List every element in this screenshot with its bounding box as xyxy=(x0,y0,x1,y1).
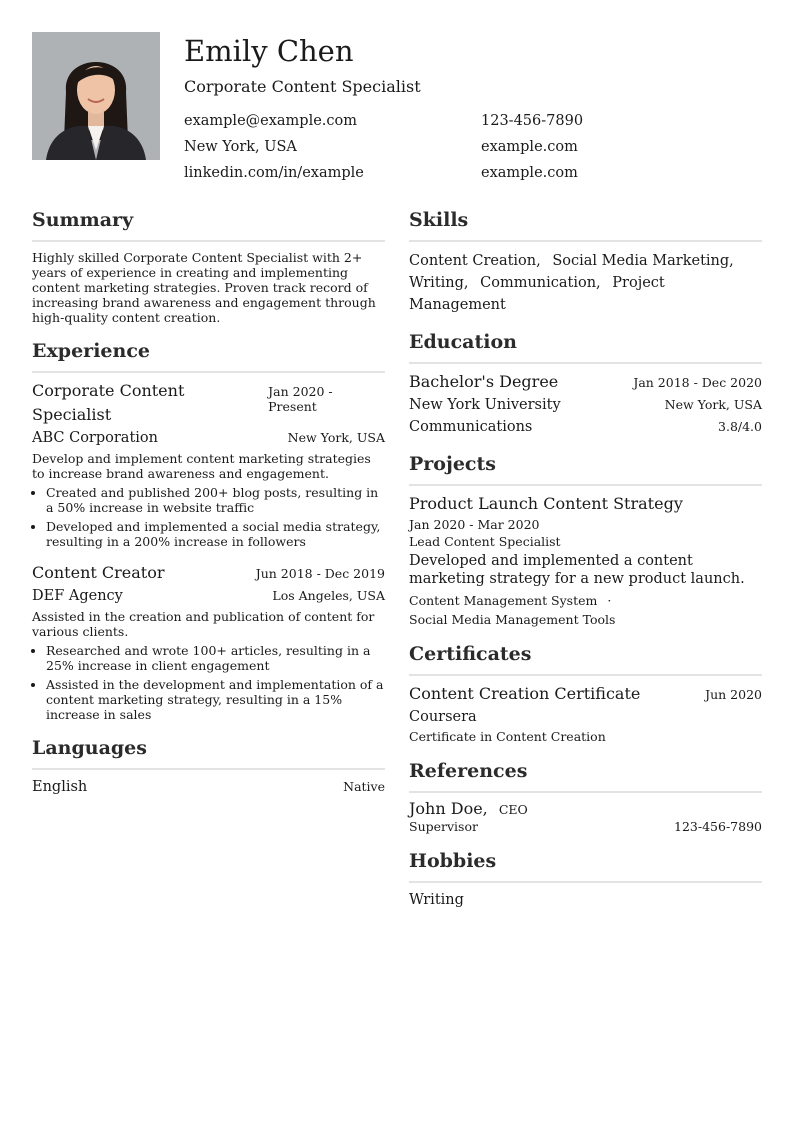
section-title: Certificates xyxy=(409,640,762,676)
company-name: ABC Corporation xyxy=(32,430,158,446)
gpa-score: 3.8/4.0 xyxy=(718,419,762,434)
section-title: Summary xyxy=(32,206,385,242)
job-description: Assisted in the creation and publication of content for various clients. xyxy=(32,609,375,639)
certificate-issuer: Coursera xyxy=(409,709,477,725)
language-item xyxy=(32,776,385,798)
section-title: Languages xyxy=(32,734,385,770)
certificate-description: Certificate in Content Creation xyxy=(409,729,606,744)
section-title: Experience xyxy=(32,337,385,373)
job-dates: Jan 2020 - Present xyxy=(268,384,333,414)
project-tools xyxy=(409,592,762,609)
reference-position: CEO xyxy=(498,802,528,817)
candidate-name: Emily Chen xyxy=(184,34,354,68)
skill-item: Social Media Marketing, xyxy=(552,253,734,269)
experience-item xyxy=(32,561,385,722)
project-name: Product Launch Content Strategy xyxy=(409,494,683,513)
degree-name: Bachelor's Degree xyxy=(409,372,559,391)
right-column xyxy=(409,206,762,923)
tool-item: Social Media Management Tools xyxy=(409,612,616,627)
tool-item: Content Management System xyxy=(409,593,598,608)
company-name: DEF Agency xyxy=(32,588,123,604)
left-column xyxy=(32,206,385,810)
tool-separator: · xyxy=(607,593,612,608)
certificate-name: Content Creation Certificate xyxy=(409,684,641,703)
website-link[interactable]: example.com xyxy=(481,139,578,155)
section-title: References xyxy=(409,757,762,793)
language-level: Native xyxy=(343,779,385,794)
job-location: New York, USA xyxy=(287,430,385,445)
skill-item: Project Management xyxy=(409,275,665,313)
school-name: New York University xyxy=(409,397,561,413)
certificate-date: Jun 2020 xyxy=(705,687,762,702)
certificates-section xyxy=(409,640,762,745)
reference-item xyxy=(409,799,762,835)
summary-section xyxy=(32,206,385,325)
hobby-item: Writing xyxy=(409,892,464,908)
field-of-study: Communications xyxy=(409,419,533,435)
location-text: New York, USA xyxy=(184,139,297,155)
school-location: New York, USA xyxy=(664,397,762,412)
project-dates: Jan 2020 - Mar 2020 xyxy=(409,517,540,532)
language-name: English xyxy=(32,779,88,795)
references-section xyxy=(409,757,762,835)
achievement-list xyxy=(32,485,385,549)
skills-list xyxy=(409,250,762,316)
section-title: Skills xyxy=(409,206,762,242)
project-description: Developed and implemented a content marketing strategy for a new product launch. xyxy=(409,553,745,587)
skills-section xyxy=(409,206,762,316)
contact-grid xyxy=(184,110,762,184)
skill-item: Communication, xyxy=(480,275,601,291)
experience-section xyxy=(32,337,385,722)
languages-section xyxy=(32,734,385,798)
summary-text: Highly skilled Corporate Content Specialist with 2+ years of experience in creating and implementing content marketing strategies. Proven track record of increasing brand awareness and engagement through high-quality content creation. xyxy=(32,250,376,325)
project-item xyxy=(409,492,762,628)
hobbies-section xyxy=(409,847,762,911)
reference-phone: 123-456-7890 xyxy=(674,819,762,834)
website-link-2[interactable]: example.com xyxy=(481,165,578,181)
achievement-item: • Assisted in the development and implementation of a content marketing strategy, resulting in a 15% increase in sales xyxy=(46,677,385,722)
candidate-headline: Corporate Content Specialist xyxy=(184,77,421,96)
job-description: Develop and implement content marketing strategies to increase brand awareness and engagement. xyxy=(32,451,371,481)
section-title: Education xyxy=(409,328,762,364)
education-dates: Jan 2018 - Dec 2020 xyxy=(633,375,762,390)
certificate-item xyxy=(409,682,762,745)
education-section xyxy=(409,328,762,438)
achievement-item: • Created and published 200+ blog posts, resulting in a 50% increase in website traffic xyxy=(46,485,385,515)
reference-relation: Supervisor xyxy=(409,819,478,834)
skill-item: Writing, xyxy=(409,275,469,291)
job-title: Corporate Content Specialist xyxy=(32,381,185,424)
section-title: Hobbies xyxy=(409,847,762,883)
resume-header xyxy=(184,32,762,184)
reference-name: John Doe, xyxy=(409,799,488,818)
projects-section xyxy=(409,450,762,628)
job-dates: Jun 2018 - Dec 2019 xyxy=(255,566,385,581)
phone-text: 123-456-7890 xyxy=(481,113,584,129)
experience-item xyxy=(32,379,385,549)
email-link[interactable]: example@example.com xyxy=(184,113,358,129)
achievement-list xyxy=(32,643,385,722)
section-title: Projects xyxy=(409,450,762,486)
job-location: Los Angeles, USA xyxy=(272,588,385,603)
project-role: Lead Content Specialist xyxy=(409,534,561,549)
linkedin-link[interactable]: linkedin.com/in/example xyxy=(184,165,364,181)
skill-item: Content Creation, xyxy=(409,253,541,269)
job-title: Content Creator xyxy=(32,563,165,582)
profile-photo xyxy=(32,32,160,160)
education-item xyxy=(409,370,762,438)
achievement-item: • Researched and wrote 100+ articles, resulting in a 25% increase in client engagement xyxy=(46,643,385,673)
achievement-item: • Developed and implemented a social media strategy, resulting in a 200% increase in followers xyxy=(46,519,385,549)
